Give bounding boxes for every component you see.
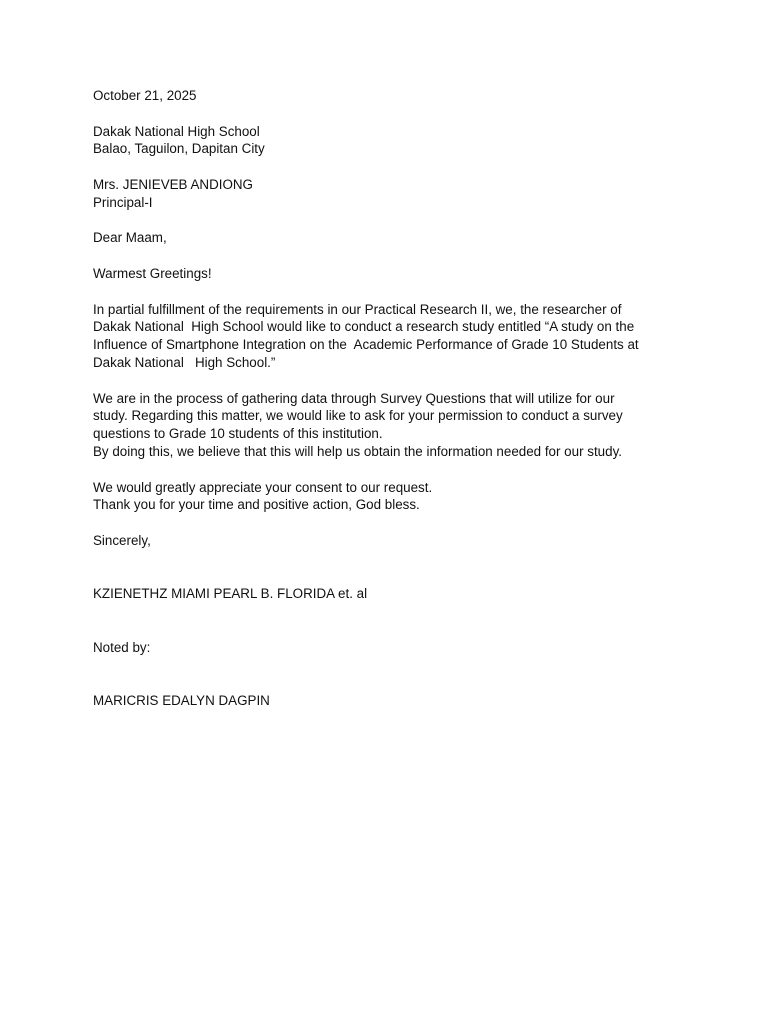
paragraph-line: By doing this, we believe that this will help us obtain the information needed for our study. [93,443,622,459]
paragraph-line: Dakak National High School would like to conduct a research study entitled “A study on the [93,319,635,335]
paragraph-line: We are in the process of gathering data through Survey Questions that will utilize for our [93,390,615,406]
spacer [93,283,693,301]
paragraph-line: We would greatly appreciate your consent to our request. [93,479,433,495]
paragraph-line: In partial fulfillment of the requirements in our Practical Research II, we, the researcher of [93,301,622,317]
noted-by-name: MARICRIS EDALYN DAGPIN [93,693,270,709]
paragraph-request [93,390,693,461]
letter-date: October 21, 2025 [93,88,197,103]
greeting: Warmest Greetings! [93,265,212,281]
paragraph-line: Thank you for your time and positive action, God bless. [93,497,420,513]
sender-name: KZIENETHZ MIAMI PEARL B. FLORIDA et. al [93,586,368,602]
closing: Sincerely, [93,532,151,548]
spacer [93,603,693,639]
paragraph-thanks [93,479,693,515]
spacer [93,372,693,390]
salutation: Dear Maam, [93,230,167,246]
paragraph-line: study. Regarding this matter, we would like to ask for your permission to conduct a survey [93,408,623,424]
spacer [93,158,693,176]
spacer [93,461,693,479]
recipient-school: Dakak National High School [93,123,260,139]
noted-by-label: Noted by: [93,639,151,655]
letter-body [93,87,693,710]
recipient-address: Balao, Taguilon, Dapitan City [93,141,265,157]
recipient-title: Principal-I [93,194,153,210]
signature-space [93,550,693,586]
spacer [93,514,693,532]
spacer [93,247,693,265]
signature-space [93,657,693,693]
paragraph-intro [93,301,693,372]
paragraph-line: Dakak National High School.” [93,354,276,370]
recipient-name: Mrs. JENIEVEB ANDIONG [93,176,253,192]
spacer [93,105,693,123]
spacer [93,212,693,230]
paragraph-line: Influence of Smartphone Integration on the Academic Performance of Grade 10 Students at [93,337,639,353]
paragraph-line: questions to Grade 10 students of this institution. [93,426,383,442]
